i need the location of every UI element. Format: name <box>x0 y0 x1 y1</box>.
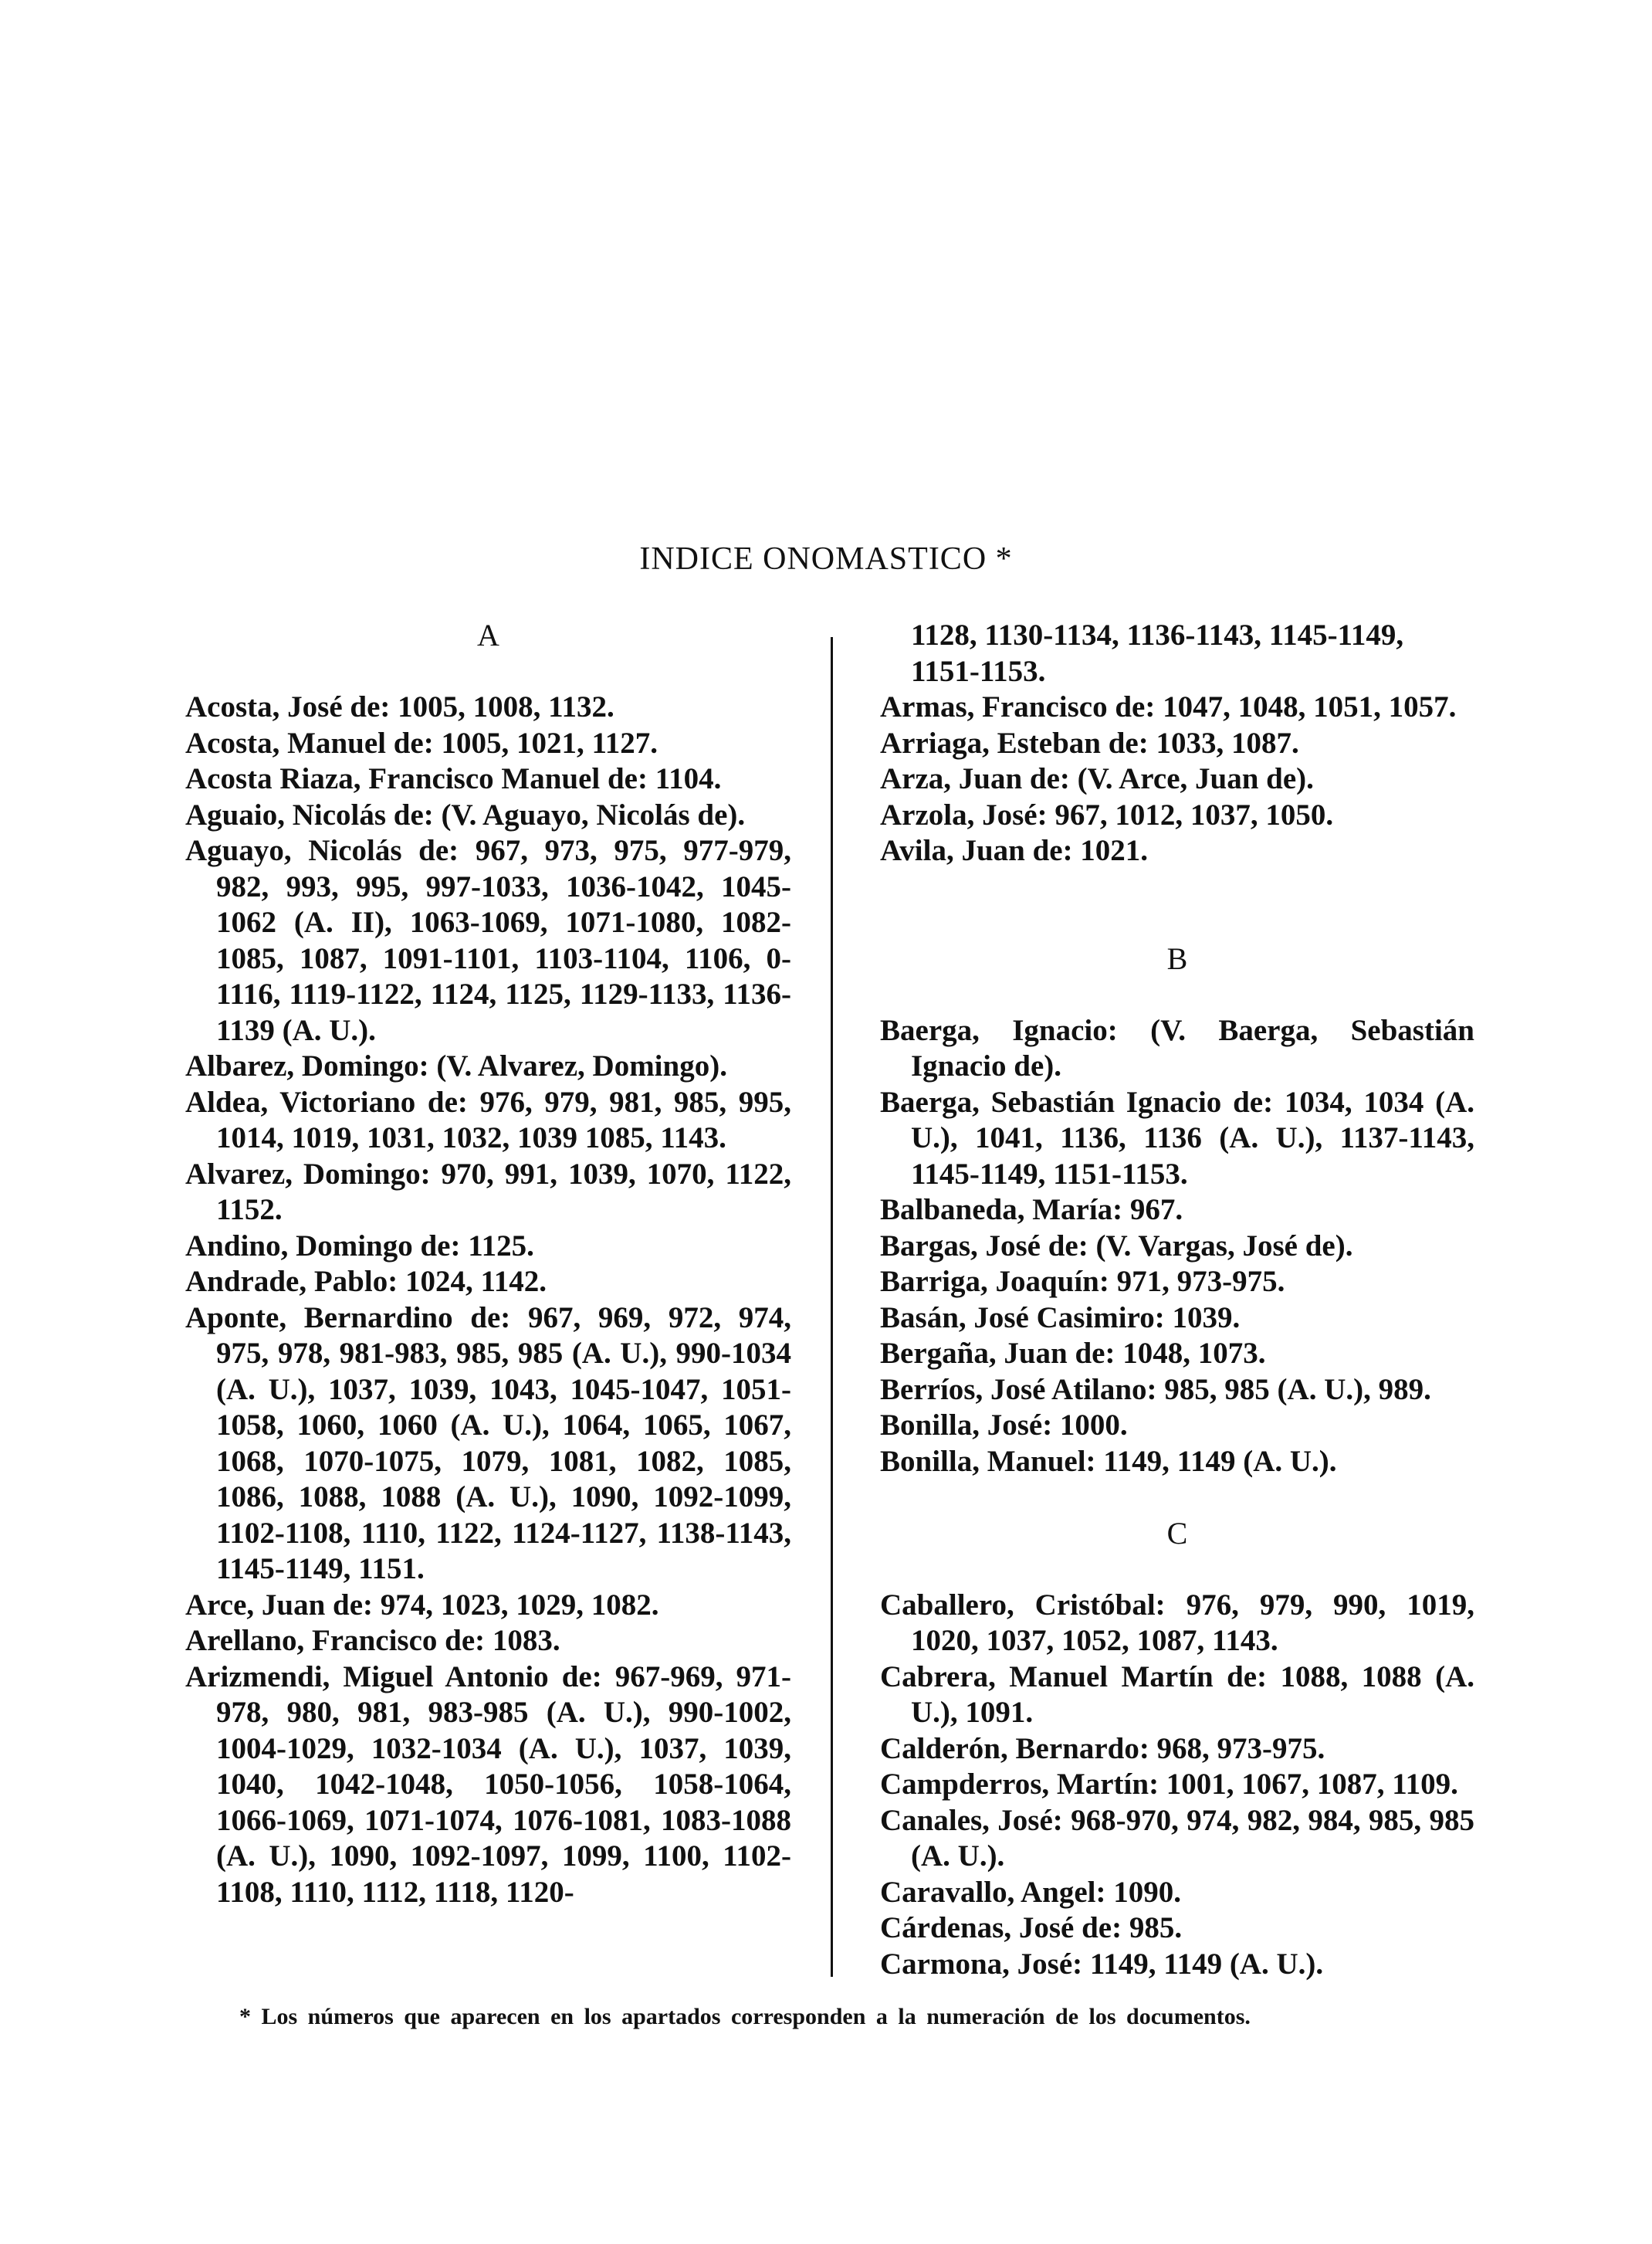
page-title: INDICE ONOMASTICO * <box>639 541 1013 577</box>
index-entry: Bargas, José de: (V. Vargas, José de). <box>880 1229 1353 1263</box>
index-entry: Cabrera, Manuel Martín de: 1088, 1088 (A. U.), 1091. <box>880 1659 1474 1729</box>
left-column <box>185 618 791 1910</box>
index-entry: Armas, Francisco de: 1047, 1048, 1051, 1057. <box>880 690 1457 724</box>
index-entry: Basán, José Casimiro: 1039. <box>880 1300 1241 1334</box>
index-entry: Arellano, Francisco de: 1083. <box>185 1624 560 1657</box>
index-entry: Baerga, Sebastián Ignacio de: 1034, 1034 (A. U.), 1041, 1136, 1136 (A. U.), 1137-1143, 1145-1149, 1151-1153. <box>880 1085 1474 1191</box>
index-entry: Baerga, Ignacio: (V. Baerga, Sebastián Ignacio de). <box>880 1013 1474 1083</box>
section-letter: B <box>1166 941 1188 976</box>
index-entry: Acosta, Manuel de: 1005, 1021, 1127. <box>185 726 658 760</box>
index-entry: Aponte, Bernardino de: 967, 969, 972, 974, 975, 978, 981-983, 985, 985 (A. U.), 990-1034 (A. U.), 1037, 1039, 1043, 1045-1047, 1051-1058, 1060, 1060 (A. U.), 1064, 1065, 1067, 1068, 1070-1075, 1079, 1081, 1082, 1085, 1086, 1088, 1088 (A. U.), 1090, 1092-1099, 1102-1108, 1110, 1122, 1124-1127, 1138-1143, 1145-1149, 1151. <box>185 1300 791 1585</box>
index-entry: Alvarez, Domingo: 970, 991, 1039, 1070, 1122, 1152. <box>185 1157 791 1226</box>
right-column <box>880 618 1474 1982</box>
section-letter: A <box>477 618 499 653</box>
index-entry: Caballero, Cristóbal: 976, 979, 990, 1019, 1020, 1037, 1052, 1087, 1143. <box>880 1588 1474 1657</box>
index-entry: Aguaio, Nicolás de: (V. Aguayo, Nicolás de). <box>185 798 746 832</box>
section-spacer <box>880 905 1474 941</box>
section-spacer <box>880 869 1474 906</box>
index-entry: Aguayo, Nicolás de: 967, 973, 975, 977-979, 982, 993, 995, 997-1033, 1036-1042, 1045-1062 (A. II), 1063-1069, 1071-1080, 1082-1085, 1087, 1091-1101, 1103-1104, 1106, 0-1116, 1119-1122, 1124, 1125, 1129-1133, 1136-1139 (A. U.). <box>185 834 791 1047</box>
index-entry: Andrade, Pablo: 1024, 1142. <box>185 1265 547 1298</box>
index-entry: Aldea, Victoriano de: 976, 979, 981, 985, 995, 1014, 1019, 1031, 1032, 1039 1085, 1143. <box>185 1085 791 1154</box>
index-entry: Bergaña, Juan de: 1048, 1073. <box>880 1337 1266 1370</box>
index-entry: Barriga, Joaquín: 971, 973-975. <box>880 1265 1285 1298</box>
index-entry: Andino, Domingo de: 1125. <box>185 1229 534 1263</box>
section-letter: C <box>1166 1515 1188 1551</box>
footnote: * Los números que aparecen en los apartados corresponden a la numeración de los documentos. <box>239 2004 1251 2029</box>
index-entry: Berríos, José Atilano: 985, 985 (A. U.), 989. <box>880 1372 1431 1406</box>
index-entry: Bonilla, José: 1000. <box>880 1408 1128 1442</box>
index-entry: Arriaga, Esteban de: 1033, 1087. <box>880 726 1299 760</box>
index-entry: Acosta Riaza, Francisco Manuel de: 1104. <box>185 762 722 795</box>
index-entry: Avila, Juan de: 1021. <box>880 834 1149 867</box>
index-entry: Arza, Juan de: (V. Arce, Juan de). <box>880 762 1314 795</box>
index-entry: Balbaneda, María: 967. <box>880 1193 1183 1226</box>
index-entry: Acosta, José de: 1005, 1008, 1132. <box>185 690 614 724</box>
index-entry: Calderón, Bernardo: 968, 973-975. <box>880 1731 1325 1765</box>
section-spacer <box>880 1551 1474 1588</box>
index-entry: Carmona, José: 1149, 1149 (A. U.). <box>880 1947 1324 1981</box>
index-entry: Arzola, José: 967, 1012, 1037, 1050. <box>880 798 1334 832</box>
index-entry: Albarez, Domingo: (V. Alvarez, Domingo). <box>185 1049 727 1083</box>
index-entry: Cárdenas, José de: 985. <box>880 1911 1183 1944</box>
index-entry: Arizmendi, Miguel Antonio de: 967-969, 971-978, 980, 981, 983-985 (A. U.), 990-1002, 1004-1029, 1032-1034 (A. U.), 1037, 1039, 1040, 1042-1048, 1050-1056, 1058-1064, 1066-1069, 1071-1074, 1076-1081, 1083-1088 (A. U.), 1090, 1092-1097, 1099, 1100, 1102-1108, 1110, 1112, 1118, 1120- <box>185 1659 791 1909</box>
index-entry: Canales, José: 968-970, 974, 982, 984, 985, 985 (A. U.). <box>880 1803 1474 1873</box>
index-entry: Arce, Juan de: 974, 1023, 1029, 1082. <box>185 1588 659 1622</box>
column-divider <box>831 637 833 1977</box>
index-entry: Campderros, Martín: 1001, 1067, 1087, 1109. <box>880 1768 1458 1801</box>
index-entry-continuation: 1128, 1130-1134, 1136-1143, 1145-1149, 1151-1153. <box>911 619 1404 688</box>
section-spacer <box>880 1480 1474 1516</box>
index-entry: Bonilla, Manuel: 1149, 1149 (A. U.). <box>880 1444 1337 1478</box>
section-spacer <box>185 654 791 690</box>
index-entry: Caravallo, Angel: 1090. <box>880 1875 1181 1909</box>
section-spacer <box>880 977 1474 1013</box>
